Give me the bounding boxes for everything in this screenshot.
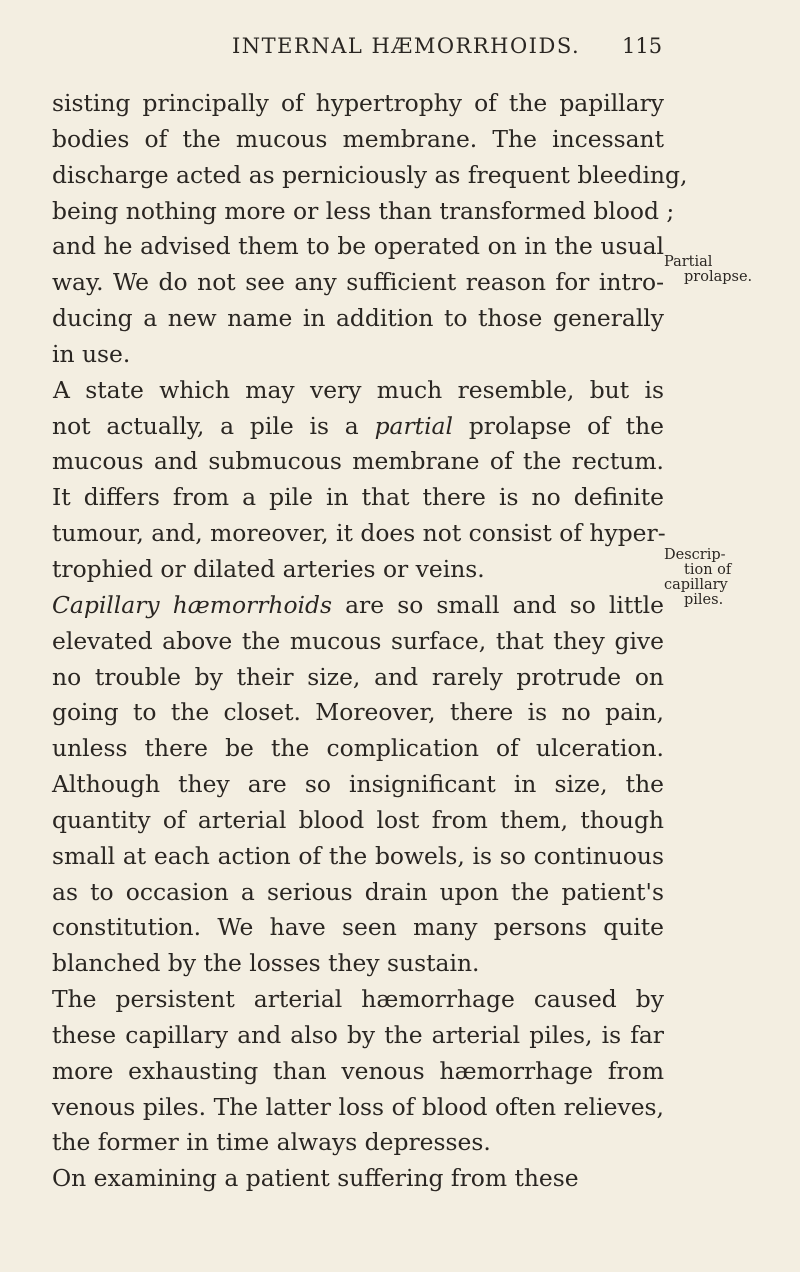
running-title: INTERNAL HÆMORRHOIDS.: [232, 34, 581, 58]
margin-note-capillary-piles: [664, 548, 794, 608]
text-line: more exhausting than venous hæmorrhage from: [52, 1056, 664, 1085]
margin-note-line: piles.: [684, 592, 724, 608]
text-line: blanched by the losses they sustain.: [52, 949, 480, 978]
margin-note-partial-prolapse: [664, 255, 794, 285]
text-line: elevated above the mucous surface, that they give: [52, 626, 664, 655]
text-line: It differs from a pile in that there is no definite: [52, 483, 664, 512]
text-line: bodies of the mucous membrane. The incessant: [52, 124, 664, 153]
text-line: [52, 409, 664, 445]
italic-term: Capillary hæmorrhoids: [52, 590, 332, 619]
text-line: way. We do not see any sufficient reason for intro-: [52, 268, 664, 297]
text-line: [52, 588, 664, 624]
margin-note-line: tion of: [684, 562, 732, 578]
text-line: constitution. We have seen many persons quite: [52, 913, 664, 942]
text-line: the former in time always depresses.: [52, 1128, 491, 1157]
text-line: quantity of arterial blood lost from them, though: [52, 805, 664, 834]
text-line: venous piles. The latter loss of blood often relieves,: [52, 1092, 664, 1121]
body-text: [52, 86, 688, 1197]
page-number: 115: [622, 34, 663, 58]
running-header: [0, 34, 800, 74]
margin-note-line: capillary: [664, 577, 728, 593]
text-run: not actually, a pile is a: [52, 411, 375, 440]
text-line: in use.: [52, 339, 131, 368]
text-line: being nothing more or less than transformed blood ;: [52, 196, 675, 225]
text-line: discharge acted as perniciously as frequent bleeding,: [52, 160, 688, 189]
text-line: A state which may very much resemble, but is: [53, 375, 664, 404]
text-line: On examining a patient suffering from these: [52, 1164, 579, 1193]
italic-term: partial: [374, 411, 453, 440]
margin-note-line: Descrip-: [664, 547, 726, 563]
text-run: are so small and so little: [332, 590, 664, 619]
text-line: these capillary and also by the arterial piles, is far: [52, 1020, 664, 1049]
text-line: no trouble by their size, and rarely protrude on: [52, 662, 664, 691]
text-line: The persistent arterial hæmorrhage caused by: [52, 985, 664, 1014]
text-line: mucous and submucous membrane of the rectum.: [52, 447, 664, 476]
margin-note-line: Partial: [664, 254, 713, 270]
text-line: as to occasion a serious drain upon the patient's: [52, 877, 664, 906]
text-line: and he advised them to be operated on in the usual: [52, 232, 664, 261]
text-line: sisting principally of hypertrophy of the papillary: [52, 89, 664, 117]
text-line: going to the closet. Moreover, there is no pain,: [52, 698, 664, 727]
text-line: tumour, and, moreover, it does not consist of hyper-: [52, 519, 666, 548]
margin-note-line: prolapse.: [684, 269, 753, 285]
text-run: prolapse of the: [453, 411, 664, 440]
text-line: Although they are so insignificant in size, the: [52, 770, 664, 799]
text-line: trophied or dilated arteries or veins.: [52, 554, 485, 583]
text-line: small at each action of the bowels, is so continuous: [52, 841, 664, 870]
text-line: unless there be the complication of ulceration.: [52, 734, 664, 763]
text-line: ducing a new name in addition to those generally: [52, 304, 664, 333]
